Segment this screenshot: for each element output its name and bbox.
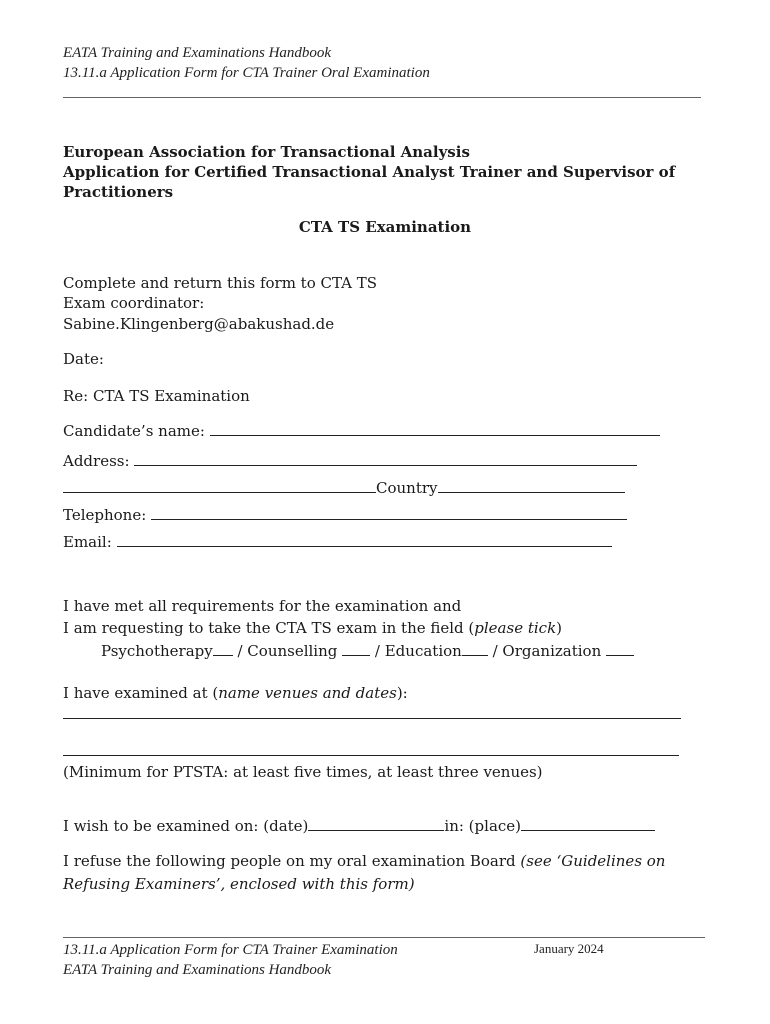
option-organization-tick[interactable] [606, 642, 634, 656]
telephone-line[interactable] [151, 506, 627, 520]
option-counselling-label: / Counselling [232, 642, 343, 660]
candidate-name-line[interactable] [210, 422, 660, 436]
header-divider [63, 97, 701, 98]
candidate-name-field[interactable] [63, 422, 660, 440]
footer-handbook: EATA Training and Examinations Handbook [63, 962, 332, 978]
examined-at-line-2[interactable] [63, 755, 679, 756]
examined-at-close: ): [396, 684, 408, 702]
refuse-line-2: Refusing Examiners’, enclosed with this form) [63, 875, 415, 893]
wish-place-label: in: (place) [444, 817, 522, 835]
option-psychotherapy-label: Psychotherapy [101, 642, 213, 660]
option-education-label: / Education [370, 642, 462, 660]
option-education-tick[interactable] [462, 642, 488, 656]
application-title: Application for Certified Transactional Analyst Trainer and Supervisor of [63, 163, 676, 181]
country-label: Country [376, 479, 438, 497]
candidate-name-label: Candidate’s name: [63, 422, 205, 440]
country-line[interactable] [438, 479, 625, 493]
minimum-note: (Minimum for PTSTA: at least five times, at least three venues) [63, 763, 543, 781]
examined-at-label [63, 684, 408, 702]
exam-title: CTA TS Examination [298, 218, 472, 236]
requirements-line: I have met all requirements for the examination and [63, 597, 462, 615]
option-organization-label: / Organization [487, 642, 607, 660]
option-counselling-tick[interactable] [342, 642, 370, 656]
refuse-guidelines-text: (see ‘Guidelines on [520, 852, 666, 870]
footer-title: 13.11.a Application Form for CTA Trainer Examination [63, 942, 398, 958]
telephone-label: Telephone: [63, 506, 147, 524]
examined-at-text: I have examined at ( [63, 684, 219, 702]
refuse-text: I refuse the following people on my oral examination Board [63, 852, 521, 870]
address-line-2[interactable] [63, 479, 376, 493]
field-request-line [63, 619, 562, 637]
intro-line: Complete and return this form to CTA TS [63, 274, 378, 292]
address-country-field[interactable] [63, 479, 625, 497]
examined-at-italic: name venues and dates [218, 684, 397, 702]
telephone-field[interactable] [63, 506, 627, 524]
field-request-text: I am requesting to take the CTA TS exam in the field ( [63, 619, 475, 637]
intro-coordinator: Exam coordinator: [63, 294, 205, 312]
please-tick-text: please tick [474, 619, 557, 637]
email-line[interactable] [117, 533, 612, 547]
header-subtitle: 13.11.a Application Form for CTA Trainer Oral Examination [63, 65, 430, 81]
wish-date-line[interactable] [308, 817, 444, 831]
refuse-line-1 [63, 852, 665, 870]
field-request-close: ) [556, 619, 563, 637]
date-label: Date: [63, 350, 104, 368]
wish-place-line[interactable] [521, 817, 655, 831]
address-line[interactable] [134, 452, 637, 466]
application-title-cont: Practitioners [63, 183, 174, 201]
footer-date: January 2024 [534, 941, 604, 956]
coordinator-email: Sabine.Klingenberg@abakushad.de [63, 315, 335, 333]
examined-at-line-1[interactable] [63, 718, 681, 719]
email-label: Email: [63, 533, 112, 551]
footer-divider [63, 937, 705, 938]
org-title: European Association for Transactional Analysis [63, 143, 470, 161]
address-label: Address: [63, 452, 130, 470]
re-label: Re: CTA TS Examination [63, 387, 250, 405]
header-title: EATA Training and Examinations Handbook [63, 45, 332, 61]
email-field[interactable] [63, 533, 612, 551]
field-options [101, 642, 634, 660]
address-field[interactable] [63, 452, 637, 470]
wish-field[interactable] [63, 817, 655, 835]
option-psychotherapy-tick[interactable] [213, 642, 233, 656]
wish-date-label: I wish to be examined on: (date) [63, 817, 309, 835]
